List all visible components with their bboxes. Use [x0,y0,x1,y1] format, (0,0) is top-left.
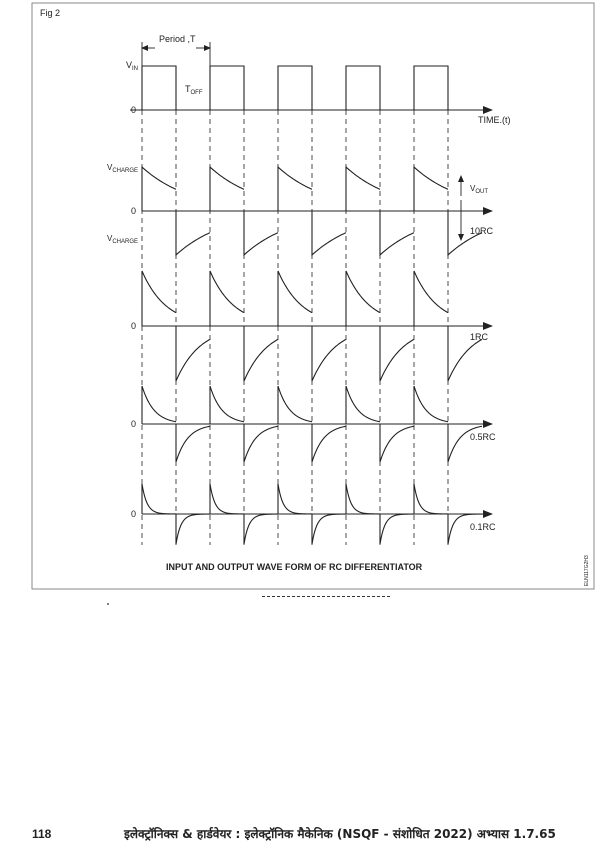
decay-segment [278,484,312,514]
decay-segment [142,167,176,211]
decay-segment [176,424,210,462]
decay-segment [414,167,448,211]
decay-segment [346,271,380,326]
zero-label-0.5rc: 0 [131,419,137,429]
decay-segment [278,386,312,424]
rc-label-0.5rc: 0.5RC [470,432,496,442]
fig-label: Fig 2 [40,8,61,18]
footer-text: इलेक्ट्रॉनिक्स & हार्डवेयर : इलेक्ट्रॉनिक मैकेनिक (NSQF - संशोधित 2022) अभ्यास 1.7.65 [124,827,556,841]
decay-segment [448,424,482,462]
decay-segment [210,484,244,514]
decay-segment [142,484,176,514]
toff-label: $T_{OFF}$ [185,84,203,96]
rc-label-1rc: 1RC [470,332,489,342]
decay-segment [312,211,346,255]
page-footer [0,823,600,847]
decay-segment [312,326,346,381]
decay-segment [142,386,176,424]
rc-label-10rc: 10RC [470,226,494,236]
decay-segment [346,484,380,514]
decay-segment [176,514,210,544]
dashed-separator [262,596,390,597]
decay-segment [380,424,414,462]
zero-label-10rc: 0 [131,206,137,216]
output-waveforms [142,167,482,544]
decay-segment [414,484,448,514]
vout-label: $V_{OUT}$ [470,184,489,195]
decay-segment [210,167,244,211]
period-label: Period ,T [159,34,196,44]
vcharge-top-label: $V_{CHARGE}$ [107,163,139,174]
decay-segment [176,211,210,255]
decay-segment [210,271,244,326]
stray-dot [107,603,109,605]
decay-segment [244,326,278,381]
decay-segment [312,514,346,544]
decay-segment [380,326,414,381]
zero-label-1rc: 0 [131,321,137,331]
decay-segment [380,211,414,255]
decay-segment [380,514,414,544]
figure-caption: INPUT AND OUTPUT WAVE FORM OF RC DIFFERENTIATOR [166,562,423,572]
decay-segment [414,271,448,326]
decay-segment [278,271,312,326]
page-number: 118 [32,827,52,841]
decay-segment [312,424,346,462]
vcharge-bottom-label: $V_{CHARGE}$ [107,234,139,245]
edge-guide-lines [142,110,448,545]
figure-frame [32,3,594,589]
decay-segment [244,424,278,462]
decay-segment [176,326,210,381]
input-square-wave [130,66,482,110]
decay-segment [346,386,380,424]
decay-segment [142,271,176,326]
side-code: ELN117G2H3 [584,555,590,586]
decay-segment [346,167,380,211]
zero-label-0.1rc: 0 [131,509,137,519]
input-zero-label: 0 [131,105,137,115]
decay-segment [244,514,278,544]
decay-segment [278,167,312,211]
time-axis-label: TIME.(t) [478,115,511,125]
decay-segment [210,386,244,424]
decay-segment [244,211,278,255]
square-wave-path [130,66,482,110]
rc-label-0.1rc: 0.1RC [470,522,496,532]
vin-label: $V_{IN}$ [126,60,139,72]
decay-segment [414,386,448,424]
